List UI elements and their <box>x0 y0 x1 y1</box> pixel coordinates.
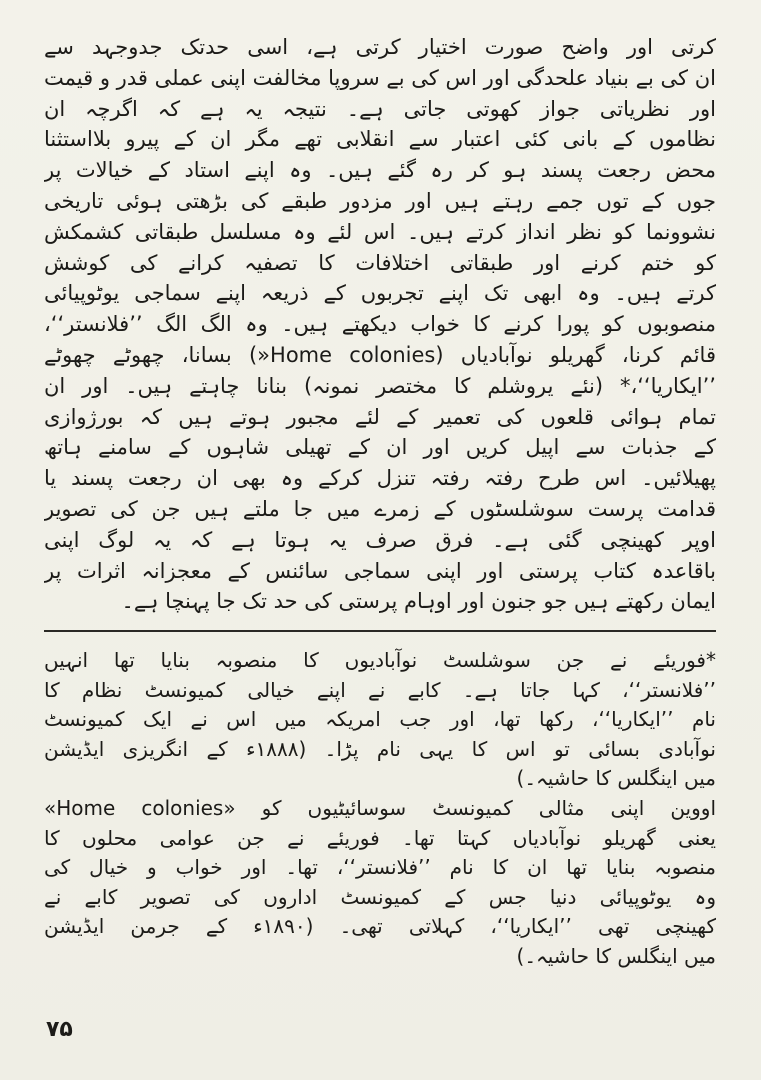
text-line: تمام ہوائی قلعوں کی تعمیر کے لئے مجبور ہوتے ہیں کہ بورژوازی <box>44 404 716 429</box>
text-line: نشوونما کو نظر انداز کرتے ہیں۔ اس لئے وہ مسلسل طبقاتی کشمکش <box>44 219 716 244</box>
footnote-line: یعنی گھریلو نوآبادیاں کہتا تھا۔ فوریئے نے جن عوامی محلوں کا <box>44 825 716 850</box>
text-line: ’’ایکاریا‘‘،* (نئے یروشلم کا مختصر نمونہ) بنانا چاہتے ہیں۔ اور ان <box>44 373 716 398</box>
footnote-line: نوآبادی بسائی تو اس کا یہی نام پڑا۔ (۱۸۸۸ء کے انگریزی ایڈیشن <box>44 736 716 761</box>
footnote-line: منصوبہ بنایا تھا ان کا نام ’’فلانستر‘‘، تھا۔ اور خواب و خیال کی <box>44 855 716 880</box>
footnote-line: نام ’’ایکاریا‘‘، رکھا تھا، اور جب امریکہ میں اس نے ایک کمیونسٹ <box>44 707 716 732</box>
text-line: نظاموں کے بانی کئی اعتبار سے انقلابی تھے مگر ان کے پیرو بلااستثنا <box>44 127 716 152</box>
footnote-line: میں اینگلس کا حاشیہ۔) <box>516 943 716 968</box>
footnote-line: اووین اپنی مثالی کمیونسٹ سوسائیٹیوں کو «Home colonies» <box>44 795 716 820</box>
footnotes <box>44 646 716 972</box>
text-line: ان کی بے بنیاد علحدگی اور اس کی بے سروپا مخالفت اپنی عملی قدر و قیمت <box>44 65 716 90</box>
text-line: اور نظریاتی جواز کھوتی جاتی ہے۔ نتیجہ یہ ہے کہ اگرچہ ان <box>44 96 716 121</box>
main-text <box>44 32 716 617</box>
text-line: جوں کے توں جمے رہتے ہیں اور مزدور طبقے کی بڑھتی ہوئی تاریخی <box>44 188 716 213</box>
footnote-line: کھینچی تھی ’’ایکاریا‘‘، کہلاتی تھی۔ (۱۸۹۰ء کے جرمن ایڈیشن <box>44 914 716 939</box>
text-line: ایمان رکھتے ہیں جو جنون اور اوہام پرستی کی حد تک جا پہنچا ہے۔ <box>121 589 716 614</box>
footnote-separator <box>44 630 716 632</box>
footnote-line: میں اینگلس کا حاشیہ۔) <box>516 766 716 791</box>
footnote-line: *فوریئے نے جن سوشلسٹ نوآبادیوں کا منصوبہ بنایا تھا انہیں <box>44 648 716 672</box>
page-number: ۷۵ <box>46 1017 73 1042</box>
text-line: پھیلائیں۔ اس طرح رفتہ رفتہ تنزل کرکے وہ بھی ان رجعت پسند یا <box>44 466 716 491</box>
footnote-line: وہ یوٹوپیائی دنیا جس کے کمیونسٹ اداروں کی تصویر کابے نے <box>44 884 716 909</box>
text-line: کو ختم کرنے اور طبقاتی اختلافات کا تصفیہ کرانے کی کوشش <box>44 250 716 275</box>
text-line: منصوبوں کو پورا کرنے کا خواب دیکھتے ہیں۔ وہ الگ الگ ’’فلانستر‘‘، <box>44 312 716 337</box>
text-line: محض رجعت پسند ہو کر رہ گئے ہیں۔ وہ اپنے استاد کے خیالات پر <box>44 158 716 183</box>
text-line: کرتی اور واضح صورت اختیار کرتی ہے، اسی حدتک جدوجہد سے <box>44 35 716 59</box>
text-line: کے جذبات سے اپیل کریں اور ان کے تھیلی شاہوں کے سامنے ہاتھ <box>44 435 716 460</box>
text-line: اوپر کھینچی گئی ہے۔ فرق صرف یہ ہوتا ہے کہ یہ لوگ اپنی <box>44 527 716 552</box>
text-line: باقاعدہ کتاب پرستی اور اپنی سماجی سائنس کے معجزانہ اثرات پر <box>44 558 716 583</box>
text-line: قدامت پرست سوشلسٹوں کے زمرے میں جا ملتے ہیں جن کی تصویر <box>44 496 716 521</box>
footnote-line: ’’فلانستر‘‘، کہا جاتا ہے۔ کابے نے اپنے خیالی کمیونسٹ نظام کا <box>44 677 716 702</box>
text-line: کرتے ہیں۔ وہ ابھی تک اپنے تجربوں کے ذریعہ اپنے سماجی یوٹوپیائی <box>44 281 716 306</box>
text-line: قائم کرنا، گھریلو نوآبادیاں (Home colonies«) بسانا، چھوٹے چھوٹے <box>44 342 716 367</box>
